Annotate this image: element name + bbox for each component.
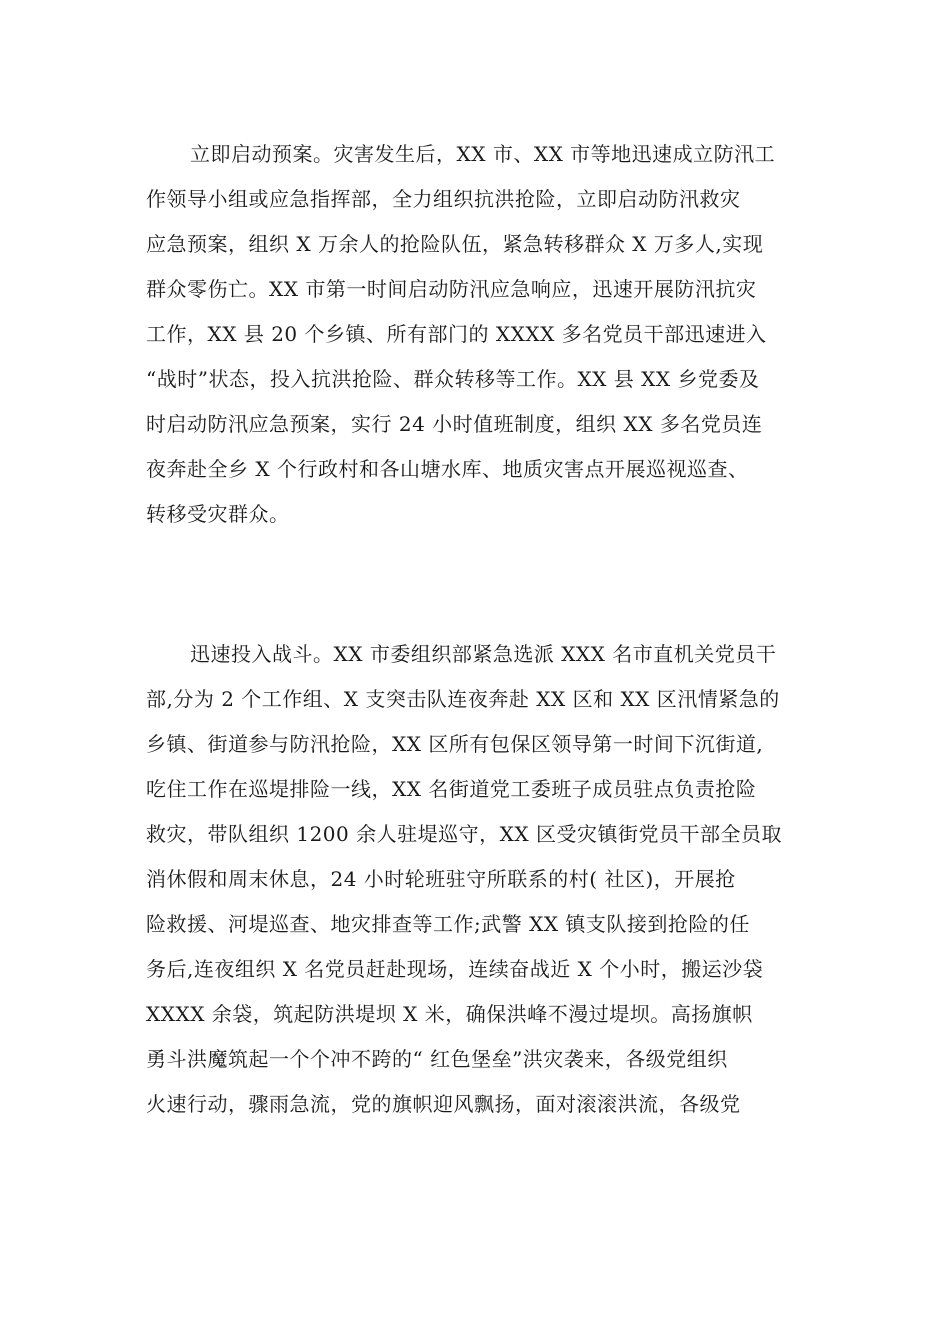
paragraph-line: 应急预案，组织 X 万余人的抢险队伍，紧急转移群众 X 万多人,实现 bbox=[146, 232, 764, 256]
paragraph-line: 部,分为 2 个工作组、X 支突击队连夜奔赴 XX 区和 XX 区汛情紧急的 bbox=[146, 687, 780, 711]
paragraph-line: 转移受灾群众。 bbox=[146, 502, 290, 526]
paragraph-emergency-plan bbox=[146, 132, 826, 537]
paragraph-line: 迅速投入战斗。XX 市委组织部紧急选派 XXX 名市直机关党员干 bbox=[190, 642, 777, 666]
paragraph-line: “战时”状态，投入抗洪抢险、群众转移等工作。XX 县 XX 乡党委及 bbox=[146, 367, 760, 391]
paragraph-battle bbox=[146, 632, 826, 1127]
paragraph-line: 消休假和周末休息，24 小时轮班驻守所联系的村( 社区)，开展抢 bbox=[146, 867, 736, 891]
paragraph-line: 火速行动，骤雨急流，党的旗帜迎风飘扬，面对滚滚洪流，各级党 bbox=[146, 1092, 741, 1116]
paragraph-line: 乡镇、街道参与防汛抢险，XX 区所有包保区领导第一时间下沉街道, bbox=[146, 732, 764, 756]
paragraph-line: 夜奔赴全乡 X 个行政村和各山塘水库、地质灾害点开展巡视巡查、 bbox=[146, 457, 749, 481]
paragraph-line: 群众零伤亡。XX 市第一时间启动防汛应急响应，迅速开展防汛抗灾 bbox=[146, 277, 757, 301]
paragraph-line: 吃住工作在巡堤排险一线，XX 名街道党工委班子成员驻点负责抢险 bbox=[146, 777, 757, 801]
paragraph-line: 险救援、河堤巡查、地灾排查等工作;武警 XX 镇支队接到抢险的任 bbox=[146, 912, 750, 936]
paragraph-line: 作领导小组或应急指挥部，全力组织抗洪抢险，立即启动防汛救灾 bbox=[146, 187, 741, 211]
paragraph-line: 务后,连夜组织 X 名党员赶赴现场，连续奋战近 X 个小时，搬运沙袋 bbox=[146, 957, 764, 981]
paragraph-line: XXXX 余袋，筑起防洪堤坝 X 米，确保洪峰不漫过堤坝。高扬旗帜 bbox=[146, 1002, 753, 1026]
paragraph-line: 时启动防汛应急预案，实行 24 小时值班制度，组织 XX 多名党员连 bbox=[146, 412, 763, 436]
paragraph-line: 救灾，带队组织 1200 余人驻堤巡守，XX 区受灾镇街党员干部全员取 bbox=[146, 822, 782, 846]
paragraph-line: 勇斗洪魔筑起一个个冲不跨的“ 红色堡垒”洪灾袭来，各级党组织 bbox=[146, 1047, 728, 1071]
paragraph-line: 工作，XX 县 20 个乡镇、所有部门的 XXXX 多名党员干部迅速进入 bbox=[146, 322, 767, 346]
paragraph-line: 立即启动预案。灾害发生后，XX 市、XX 市等地迅速成立防汛工 bbox=[190, 142, 776, 166]
